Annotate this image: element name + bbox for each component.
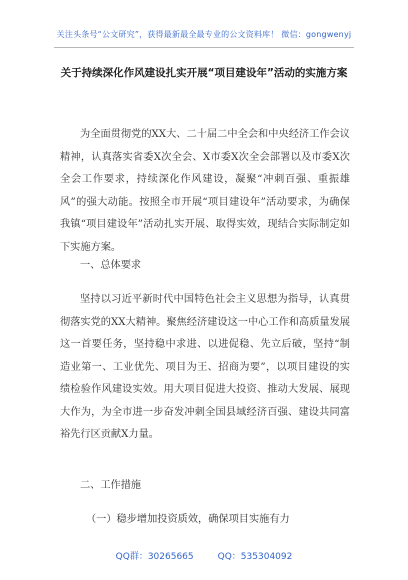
document-title: 关于持续深化作风建设扎实开展“项目建设年”活动的实施方案 — [60, 67, 348, 79]
footer-qq-number: QQ：535304092 — [217, 552, 293, 562]
section-heading-work-measures: 二、工作措施 — [80, 480, 142, 491]
header-banner: 关注头条号“公文研究”，获得最新最全最专业的公文资料库！ 微信：gongwenyj — [56, 30, 352, 39]
paragraph-intro: 为全面贯彻党的XX大、二十届二中全会和中央经济工作会议精神，认真落实省委X次全会、X市委X次全会部署以及市委X次全会工作要求，持续深化作风建设，凝聚“冲刺百强、重振雄风”的强大动能。按照全市开展“项目建设年”活动要求，为确保我镇“项目建设年”活动扎实开展、取得实效，现结合实际制定如下实施方案。 — [60, 129, 350, 253]
subsection-heading-investment: （一）稳步增加投资质效，确保项目实施有力 — [86, 514, 290, 525]
paragraph-general-requirements: 坚持以习近平新时代中国特色社会主义思想为指导，认真贯彻落实党的XX大精神。聚焦经济建设这一中心工作和高质量发展这一首要任务，坚持稳中求进、以进促稳、先立后破，坚持“制造业第一、工业优先、项目为王、招商为要”，以项目建设的实绩检验作风建设实效。用大项目促进大投资、推动大发展、展现大作为，为全市进一步奋发冲刺全国县域经济百强、建设共同富裕先行区贡献X力量。 — [60, 294, 350, 440]
section-heading-general-requirements: 一、总体要求 — [80, 260, 142, 271]
footer-qq-group: QQ群：30265665 — [115, 552, 194, 562]
header-divider — [54, 47, 354, 48]
footer-contact — [0, 549, 408, 562]
